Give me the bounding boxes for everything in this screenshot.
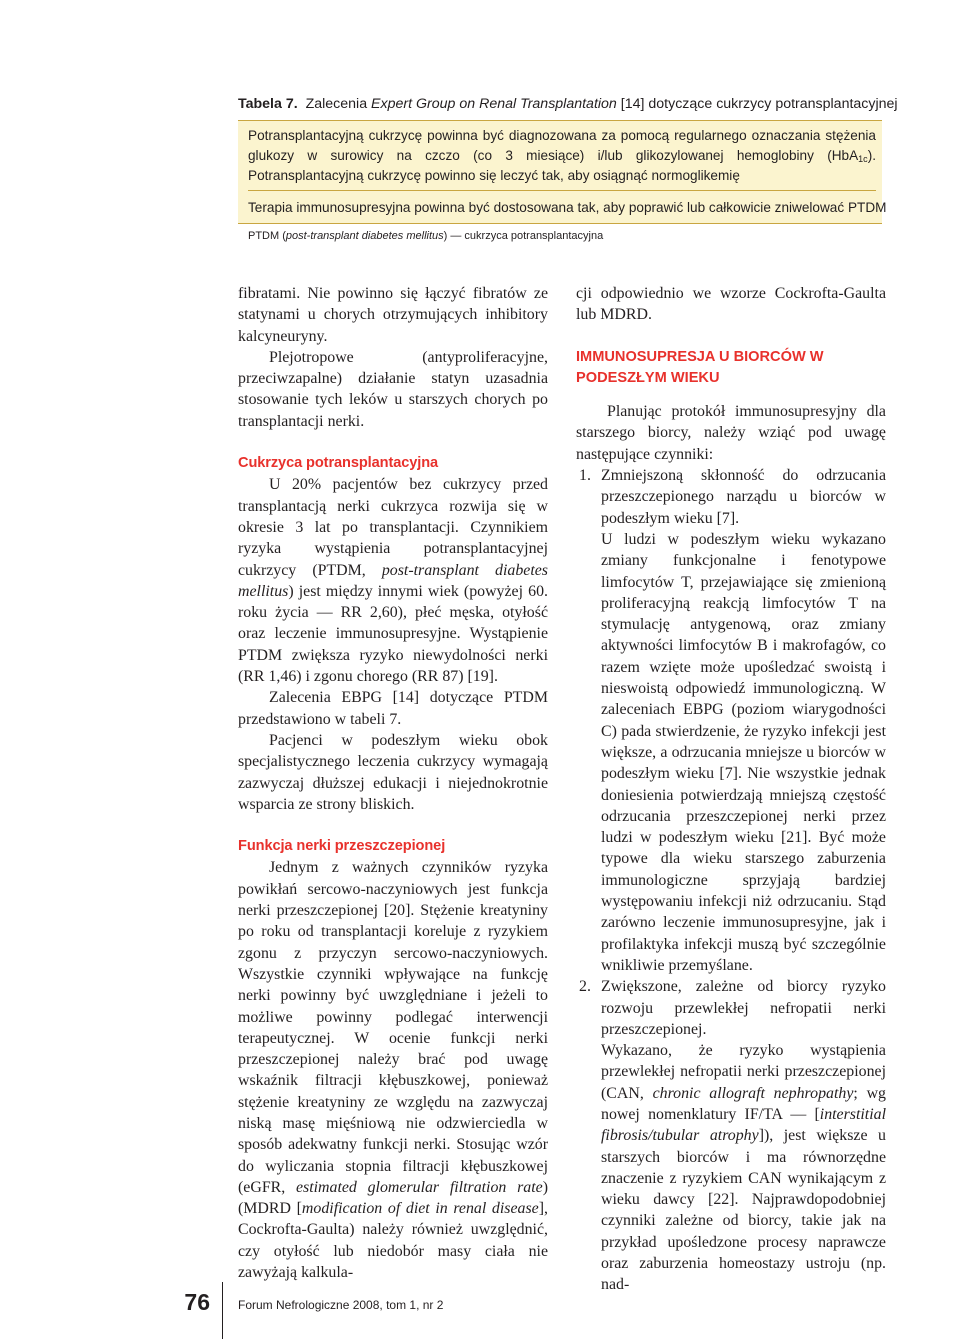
section-heading-diabetes: Cukrzyca potransplantacyjna <box>238 455 439 472</box>
table-foot-post: ) — cukrzyca potransplantacyjna <box>443 230 604 242</box>
table-caption <box>238 96 898 112</box>
paragraph: cji odpowiednio we wzorze Cockrofta-Gaulta lub MDRD. <box>576 285 886 324</box>
table-foot-pre: PTDM ( <box>248 230 286 242</box>
paragraph-text: ]), jest większe u starszych biorców i ma równorzędne znaczenie z ryzykiem CAN wynikającym z wieku dawcy [22]. Najprawdopodobniej czynniki zależne od biorcy, takie jak na przykład upośledzone procesy naprawcze oraz zaburzenia homeostazy ustroju (np. nad- <box>601 1127 887 1294</box>
paragraph-text: ) jest między innymi wiek (powyżej 60. roku życia — RR 2,60), płeć męska, otyłość oraz leczenie immunosupresyjne. Wystąpienie PTDM zwiększa ryzyko niewydolności nerki (RR 1,46) i zgonu chorego (RR 87) [19]. <box>238 582 548 686</box>
journal-citation: Forum Nefrologiczne 2008, tom 1, nr 2 <box>238 1298 444 1312</box>
table-row1-rest: ). Potransplantacyjną cukrzycę powinno się leczyć tak, aby osiągnąć normoglikemię <box>248 148 876 184</box>
paragraph-italic: chronic allograft nephropathy <box>652 1084 854 1102</box>
list-item-text: Zmniejszoną skłonność do odrzucania przeszczepionego narządu u biorców w podeszłym wieku [7]. <box>601 467 886 527</box>
list-item-paragraph: U ludzi w podeszłym wieku wykazano zmiany funkcjonalne i fenotypowe limfocytów T, przejawiające się zmienioną proliferacyjną reakcją limfocytów T na stymulację antygenową, oraz zmiany aktywności limfocytów B i makrofagów, co razem wzięte może upośledzać swoistą i nieswoistą odpowiedź immunologiczną. W zaleceniach EBPG (poziom wiarygodności C) pada stwierdzenie, że ryzyko infekcji jest większe, a odrzucania mniejsze u biorców w podeszłym wieku [7]. Nie wszystkie jednak doniesienia potwierdzają mniejszą częstość odrzucania przeszczepionej nerki przez ludzi w podeszłym wieku [21]. Być może typowe dla wieku starszego zaburzenia immunologiczne sprzyjają bardziej występowaniu infekcji niż odrzucaniu. Stąd zarówno leczenie immunosupresyjne, jak i profilaktyka infekcji muszą być szczególnie wnikliwie przemyślane. <box>601 530 886 974</box>
paragraph-text: Jednym z ważnych czynników ryzyka powikłań sercowo-naczyniowych jest funkcja nerki przeszczepionej [20]. Stężenie kreatyniny po roku od transplantacji koreluje z ryzykiem zgonu z przyczyn sercowo-naczyniowych. Wszystkie czynniki wpływające na funkcję nerki powinny być uwzględniane i jeżeli to możliwe powinny podlegać interwencji terapeutycznej. W ocenie funkcji nerki przeszczepionej należy brać pod uwagę wskaźnik filtracji kłębuszkowej, ponieważ stężenie kreatyniny ze względu na zazwyczaj niską masę mięśniową nie odzwierciedla w sposób adekwatny funkcji nerki. Stosując wzór do wyliczania stopnia filtracji kłębuszkowej (eGFR, <box>238 859 548 1196</box>
page-number: 76 <box>184 1289 210 1315</box>
paragraph-text: ) (MDRD [ <box>238 1178 548 1218</box>
table-title-post: [14] dotyczące cukrzycy potransplantacyjnej <box>616 96 898 112</box>
paragraph-text: ; wg nowej nomenklatury IF/TA — [ <box>601 1084 886 1123</box>
paragraph <box>238 857 548 1283</box>
paragraph-text: Wykazano, że ryzyko wystąpienia przewlekłej nefropatii nerki przeszczepionej (CAN, <box>601 1042 886 1102</box>
paragraph-italic: interstitial fibrosis/tubular atrophy <box>601 1105 886 1145</box>
section-heading-immunosuppression: IMMUNOSUPRESJA U BIORCÓW W PODESZŁYM WIEKU <box>576 348 824 386</box>
paragraph: Pacjenci w podeszłym wieku obok specjalistycznego leczenia cukrzycy wymagają zazwyczaj dłuższej edukacji i niejednokrotnie wsparcia ze strony bliskich. <box>238 731 548 813</box>
footer-divider <box>222 1282 223 1339</box>
table-title-italic: Expert Group on Renal Transplantation <box>371 96 617 112</box>
paragraph: Plejotropowe (antyproliferacyjne, przeciwzapalne) działanie statyn uzasadnia stosowanie tych leków u starszych chorych po transplantacji nerki. <box>238 348 548 430</box>
paragraph-italic: modification of diet in renal disease <box>301 1200 539 1218</box>
paragraph-italic: post-transplant diabetes mellitus <box>238 561 548 600</box>
list-number: 2. <box>579 978 591 996</box>
table-foot-italic: post-transplant diabetes mellitus <box>285 230 444 242</box>
right-column <box>576 283 886 1296</box>
paragraph: fibratami. Nie powinno się łączyć fibratów ze statynami u chorych otrzymujących inhibitory kalcyneuryny. <box>238 285 548 345</box>
paragraph: Zalecenia EBPG [14] dotyczące PTDM przedstawiono w tabeli 7. <box>238 689 548 728</box>
table-title-pre: Zalecenia <box>305 96 372 112</box>
table-label: Tabela 7. <box>238 96 298 112</box>
table-row: Terapia immunosupresyjna powinna być dostosowana tak, aby poprawić lub całkowicie zniwelować PTDM <box>248 200 887 215</box>
factor-list <box>576 465 886 1296</box>
left-column <box>238 283 548 1283</box>
table-row1-text: Potransplantacyjną cukrzycę powinna być diagnozowana za pomocą regularnego oznaczania stężenia glukozy w surowicy na czczo (co 3 miesiące) i/lub glikozylowanej hemoglobiny (HbA <box>248 128 876 164</box>
paragraph-italic: estimated glomerular filtration rate <box>295 1178 543 1196</box>
list-item-paragraph <box>601 1040 886 1296</box>
paragraph: Planując protokół immunosupresyjny dla starszego biorcy, należy wziąć pod uwagę następujące czynniki: <box>576 403 886 463</box>
section-heading-kidney-function: Funkcja nerki przeszczepionej <box>238 838 446 855</box>
list-item <box>576 465 886 976</box>
paragraph <box>238 474 548 687</box>
list-item-text: Zwiększone, zależne od biorcy ryzyko rozwoju przewlekłej nefropatii nerki przeszczepionej. <box>601 978 886 1038</box>
table-divider <box>248 190 876 191</box>
paragraph-text: U 20% pacjentów bez cukrzycy przed transplantacją nerki cukrzyca rozwija się w okresie 3 lat po transplantacji. Czynnikiem ryzyka wystąpienia potransplantacyjnej cukrzycy (PTDM, <box>238 476 548 579</box>
list-item <box>576 976 886 1295</box>
paragraph-text: ], Cockrofta-Gaulta) należy również uwzględnić, czy otyłość lub niedobór masy ciała nie zawyżają kalkula- <box>238 1200 548 1282</box>
table-row1-sub: 1c <box>858 154 868 165</box>
table-footnote <box>248 230 868 242</box>
list-number: 1. <box>579 467 591 485</box>
table-row <box>248 126 876 187</box>
